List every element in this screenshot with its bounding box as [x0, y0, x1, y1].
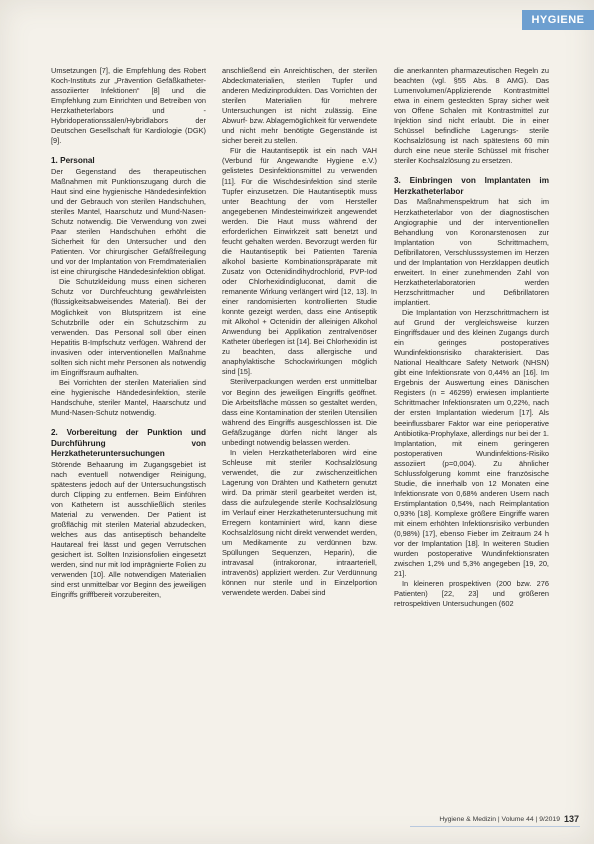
- journal-footer: Hygiene & Medizin | Volume 44 | 9/2019: [439, 816, 560, 823]
- paragraph: Bei Vorrichten der sterilen Materialien sind eine hygienische Händedesinfektion, sterile Handschuhe, steriler Mantel, Haarschutz und Mund-Nasen-Schutz notwendig.: [51, 377, 206, 417]
- footer-rule: [410, 826, 580, 827]
- paragraph: Umsetzungen [7], die Empfehlung des Robert Koch-Instituts zur „Prävention Gefäßkatheter-assoziierter Infektionen“ [8] und die Empfehlung zum Einrichten und Betreiben von Herzkatheterlabors und -Hybridoperationssälen/Hybridlabors der Deutschen Gesellschaft für Kardiologie (DGK) [9].: [51, 66, 206, 146]
- paragraph: Der Gegenstand des therapeutischen Maßnahmen mit Punktionszugang durch die Haut sind eine hygienische Händedesinfektion und der Gebrauch von sterilen Handschuhen, steriles Mantel, Haarschutz und Mund-Nasen-Schutz notwendig. Die Verwendung von zwei Paar sterilen Handschuhen erhöht die Sicherheit für den Untersucher und den Patienten. Vor chirurgischer Gefäßfreilegung und vor der Implantation von Fremdmaterialien ist eine chirurgische Händedesinfektion obligat.: [51, 166, 206, 277]
- column-left: [51, 66, 206, 600]
- paragraph: Die Schutzkleidung muss einen sicheren Schutz vor Durchfeuchtung gewährleisten (flüssigkeitsabweisendes Material). Bei der Möglichkeit von Blutspritzern ist eine Schutzbrille oder ein Schutzschirm zu verwenden. Das Personal soll über einen Hepatitis B-Impfschutz verfügen. Während der invasiven oder interventionellen Maßnahme sollten sich nicht mehr Personen als notwendig im Eingriffsraum aufhalten.: [51, 277, 206, 377]
- paragraph: Sterilverpackungen werden erst unmittelbar vor Beginn des jeweiligen Eingriffs geöffnet. Die Arbeitsfläche müssen so gestaltet werden, dass eine Kontamination der sterilen Utensilien während des Eingriffs ausgeschlossen ist. Die Gefäßzugänge dürfen nicht länger als unbedingt notwendig belassen werden.: [222, 377, 377, 447]
- paragraph: Das Maßnahmenspektrum hat sich im Herzkatheterlabor von der diagnostischen Angiographie und der interventionellen Behandlung von Koronarstenosen zur Implantation von Schrittmachern, Defibrillatoren, Verschlusssystemen im Herzen und der Implantation von Herzklappen deutlich erweitert. In einer zunehmenden Zahl von Herzkatheterlaboratorien werden Herzschrittmacher und Defibrillatoren implantiert.: [394, 197, 549, 307]
- page-number: 137: [564, 814, 580, 824]
- section-heading: 3. Einbringen von Implantaten im Herzkatheterlabor: [394, 176, 549, 196]
- paragraph: die anerkannten pharmazeutischen Regeln zu beachten (vgl. §55 Abs. 8 AMG). Das Lumenvolumen/Applizierende Kontrastmittel etwa in einem gesteckten Spray sicher weit von Offene Schalen mit Kontrastmittel zur Injektion sind nicht erlaubt. Die in einer Schüssel befindliche Lagerungs- sterile Kochsalzlösung ist nach spätestens 60 min durch eine neue sterile Schüssel mit frischer steriler Kochsalzlösung zu ersetzen.: [394, 66, 549, 166]
- section-badge: HYGIENE: [522, 10, 594, 30]
- paragraph: Störende Behaarung im Zugangsgebiet ist nach eventuell notwendiger Reinigung, spätestens jedoch auf der Untersuchungstisch durch Clipping zu entfernen. Beim Einführen von Kathetern ist ausschließlich steriles Material zu verwenden. Der Patient ist großflächig mit sterilen Material abzudecken, welches aus das antiseptisch behandelte Hautareal frei lässt und gegen Verrutschen gesichert ist. Sollten Inzisionsfolien eingesetzt werden, sind nur mit Iod imprägnierte Folien zu verwenden [10]. Alle notwendigen Materialien sind erst unmittelbar vor Beginn des jeweiligen Eingriffs grifffbereit vorzubereiten,: [51, 459, 206, 600]
- paragraph: In vielen Herzkatheterlaboren wird eine Schleuse mit steriler Kochsalzlösung verwendet, die zur zwischenzeitlichen Lagerung von Drähten und Kathetern genutzt wird. Da primär steril gearbeitet werden ist, dass die aufzulegende sterile Kochsalzlösung im Verlauf einer Herzkatheteruntersuchung mit Erregern kontaminiert wird, kann diese Kochsalzlösung nicht direkt verwendet werden, um Medikamente zu verdünnen bzw. Spüllungen Sequenzen, Heparin), die intravasal (intrakoronar, intraarteriell, intravenös) appliziert werden. Zur Verdünnung können nur sterile und in Einzelportion verwendete werden. Dabei sind: [222, 447, 377, 598]
- paragraph: Die Implantation von Herzschrittmachern ist auf Grund der vergleichsweise kurzen Eingriffsdauer und des kleinen Zugangs durch ein geringes postoperatives Wundinfektionsrisiko charakterisiert. Das National Healthcare Safety Network (NHSN) gibt eine Infektionsrate von 0,44% an [16]. Im Ergebnis der Auswertung eines Dänischen Registers (n = 46299) erwiesen implantierte Schrittmacher Infektionsraten um 0,22%, nach der ersten Implantation wiederum [17]. Als beeinflussbarer Faktor war eine perioperative Antibiotika-Prophylaxe, allerdings nur bei der 1. Implantation, mit einem geringeren postoperativen Wundinfektions-Risiko assoziiert (p=0,004). Zu ähnlicher Schlussfolgerung kommt eine französische Studie, die innerhalb von 12 Monaten eine Infektionsrate von 0,68% anderen Usern nach Erstimplantation 0,54%, nach Reimplantation 0,93% [18]. Komplexe größere Eingriffe waren mit einem erhöhten Infektionsrisiko verbunden (0,98%) [17], ebenso Fieber im Zeitraum 24 h vor der Implantation [18]. In weiteren Studien wurden postoperative Wundinfektionsraten zwischen 1,2% und 5,3% angegeben [19, 20, 21].: [394, 307, 549, 579]
- column-right: [394, 66, 549, 609]
- paragraph: anschließend ein Anreichtischen, der sterilen Abdeckmaterialien, sterilen Tupfer und anderen Medizinprodukten. Das Vorrichten der sterilen Materialien für mehrere Untersuchungen ist nicht zulässig. Eine Abwurf- bzw. Ablagemöglichkeit für verwendete und nicht mehr benötigte Gegenstände ist sicher bereit zu stellen.: [222, 66, 377, 146]
- paragraph: Für die Hautantiseptik ist ein nach VAH (Verbund für Angewandte Hygiene e.V.) gelistetes Desinfektionsmittel zu verwenden [11]. Für die Wischdesinfektion sind sterile Tupfer einzusetzen. Die Hautantiseptik muss unter Beachtung der vom Hersteller angegebenen Mindesteinwirkzeit angewendet werden. Die Haut muss während der erforderlichen Einwirkzeit satt benetzt und feucht gehalten werden. Bevorzugt werden für die Hautantiseptik bei Patienten Tarenia alkohol basierte Kombinationspräparate mit Zusatz von Octenidindihydrochlorid, PVP-Iod oder Chlorhexidindigluconat, damit die remanente Wirkung verlängert wird [12, 13]. In einer randomisierten kontrollierten Studie konnte gezeigt werden, dass eine Antiseptik mit Alkohol + Octenidin der alleinigen Alkohol Anwendung bei Applikation zentralvenöser Katheter überlegen ist [14]. Bei Chlorhexidin ist zu beachten, dass allergische und anaphylaktische Schockwirkungen möglich sind [15].: [222, 146, 377, 377]
- paragraph: In kleineren prospektiven (200 bzw. 276 Patienten) [22, 23] und größeren retrospektiven Untersuchungen (602: [394, 579, 549, 609]
- section-heading: 2. Vorbereitung der Punktion und Durchführung von Herzkatheteruntersuchungen: [51, 428, 206, 459]
- column-middle: [222, 66, 377, 598]
- section-heading: 1. Personal: [51, 156, 95, 166]
